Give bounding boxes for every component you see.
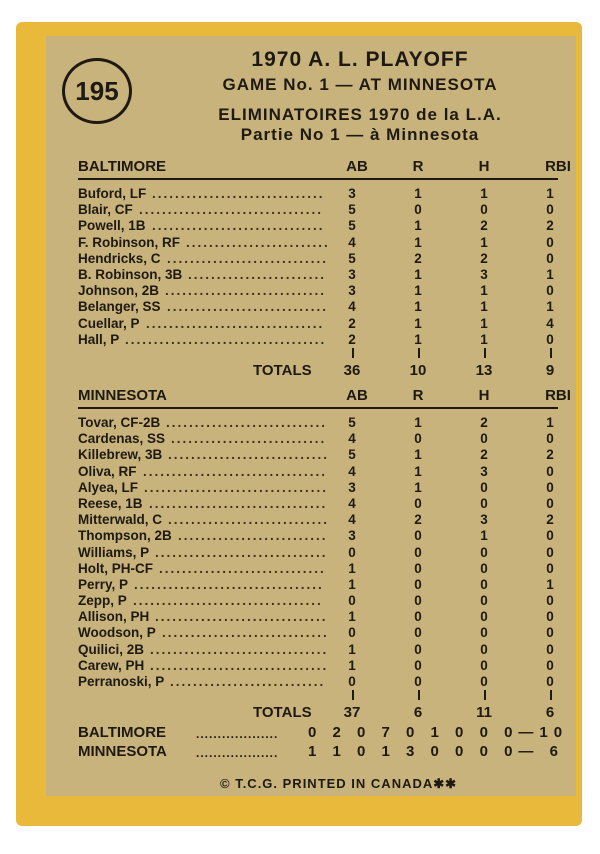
player-r: 2 xyxy=(414,250,422,266)
player-h: 0 xyxy=(480,641,488,657)
player-row xyxy=(78,593,558,609)
player-ab: 5 xyxy=(348,250,356,266)
player-ab: 4 xyxy=(348,512,356,528)
player-name: Oliva, RF xyxy=(78,463,137,479)
baltimore-totals xyxy=(78,358,558,382)
player-ab: 4 xyxy=(348,463,356,479)
player-r: 0 xyxy=(414,593,422,609)
player-row xyxy=(78,577,558,593)
player-ab: 3 xyxy=(348,479,356,495)
player-row xyxy=(78,561,558,577)
player-ab: 1 xyxy=(348,576,356,592)
total-rbi: 9 xyxy=(545,361,555,379)
player-h: 2 xyxy=(480,447,488,463)
title-french: ELIMINATOIRES 1970 de la L.A. xyxy=(218,105,502,124)
player-rbi: 0 xyxy=(546,544,554,560)
player-rbi: 0 xyxy=(546,674,554,689)
player-row xyxy=(78,528,558,544)
player-h: 0 xyxy=(480,674,488,689)
player-rbi: 0 xyxy=(546,560,554,576)
player-h: 0 xyxy=(480,657,488,673)
totals-label: TOTALS xyxy=(253,704,312,722)
player-name: Cuellar, P xyxy=(78,315,140,331)
player-row xyxy=(78,299,558,315)
totals-ticks xyxy=(78,348,558,358)
baltimore-box-score xyxy=(78,156,571,382)
player-h: 1 xyxy=(480,299,488,315)
player-rbi: 1 xyxy=(546,266,554,282)
leader-dots: .............................. xyxy=(152,218,325,234)
player-rbi: 0 xyxy=(546,528,554,544)
leader-dots: ........................ xyxy=(188,266,327,282)
player-row xyxy=(78,218,558,234)
col-ab: AB xyxy=(346,158,368,175)
leader-dots: ............................ xyxy=(165,283,327,299)
linescore-innings: 1 1 0 1 3 0 0 0 0— 6 xyxy=(308,743,564,760)
player-rbi: 0 xyxy=(546,234,554,250)
player-r: 1 xyxy=(414,463,422,479)
player-ab: 5 xyxy=(348,447,356,463)
col-h: H xyxy=(478,158,490,175)
player-r: 0 xyxy=(414,576,422,592)
player-name: Perranoski, P xyxy=(78,674,165,689)
total-ab: 36 xyxy=(343,361,361,379)
totals-ticks xyxy=(78,690,558,700)
player-name: B. Robinson, 3B xyxy=(78,266,183,282)
linescore-dots: ................... xyxy=(196,727,279,741)
col-h: H xyxy=(478,387,490,404)
player-h: 0 xyxy=(480,609,488,625)
subtitle: GAME No. 1 — AT MINNESOTA xyxy=(222,75,498,94)
col-r: R xyxy=(412,158,424,175)
player-rbi: 0 xyxy=(546,479,554,495)
title: 1970 A. L. PLAYOFF xyxy=(251,48,469,71)
player-r: 0 xyxy=(414,495,422,511)
player-ab: 5 xyxy=(348,202,356,218)
player-row xyxy=(78,674,558,690)
player-h: 0 xyxy=(480,625,488,641)
player-r: 1 xyxy=(414,447,422,463)
minnesota-header xyxy=(78,385,571,409)
player-rbi: 0 xyxy=(546,431,554,447)
player-ab: 0 xyxy=(348,674,356,689)
player-r: 0 xyxy=(414,431,422,447)
player-ab: 5 xyxy=(348,218,356,234)
player-row xyxy=(78,415,558,431)
leader-dots: ................................. xyxy=(133,593,323,609)
linescore-innings: 0 2 0 7 0 1 0 0 0—10 xyxy=(308,724,569,741)
player-name: Allison, PH xyxy=(78,609,150,625)
player-name: Powell, 1B xyxy=(78,218,146,234)
linescore-team: BALTIMORE xyxy=(78,724,167,741)
player-r: 1 xyxy=(414,299,422,315)
player-r: 0 xyxy=(414,544,422,560)
player-row xyxy=(78,625,558,641)
leader-dots: .............................. xyxy=(152,186,325,201)
team-name: MINNESOTA xyxy=(78,387,167,404)
leader-dots: ............................ xyxy=(167,250,329,266)
col-rbi: RBI xyxy=(545,387,571,404)
player-name: Perry, P xyxy=(78,576,129,592)
leader-dots: ............................... xyxy=(150,641,329,657)
leader-dots: ................................ xyxy=(143,463,328,479)
player-rbi: 0 xyxy=(546,641,554,657)
total-rbi: 6 xyxy=(545,704,555,722)
col-r: R xyxy=(412,387,424,404)
player-r: 1 xyxy=(414,331,422,347)
player-row xyxy=(78,332,558,348)
player-rbi: 2 xyxy=(546,218,554,234)
player-r: 1 xyxy=(414,479,422,495)
player-name: Hall, P xyxy=(78,331,120,347)
player-h: 3 xyxy=(480,266,488,282)
player-name: Alyea, LF xyxy=(78,479,139,495)
player-ab: 4 xyxy=(348,495,356,511)
player-name: Reese, 1B xyxy=(78,495,143,511)
player-r: 0 xyxy=(414,657,422,673)
player-rbi: 1 xyxy=(546,576,554,592)
player-h: 0 xyxy=(480,495,488,511)
player-name: F. Robinson, RF xyxy=(78,234,180,250)
player-rbi: 0 xyxy=(546,625,554,641)
player-name: Thompson, 2B xyxy=(78,528,172,544)
player-ab: 1 xyxy=(348,560,356,576)
player-row xyxy=(78,609,558,625)
player-row xyxy=(78,267,558,283)
leader-dots: ............................ xyxy=(168,512,330,528)
player-h: 2 xyxy=(480,415,488,430)
player-rbi: 0 xyxy=(546,609,554,625)
player-row xyxy=(78,186,558,202)
player-row xyxy=(78,464,558,480)
player-row xyxy=(78,283,558,299)
player-r: 0 xyxy=(414,674,422,689)
player-rbi: 0 xyxy=(546,495,554,511)
player-row xyxy=(78,447,558,463)
player-rbi: 1 xyxy=(546,299,554,315)
player-rbi: 4 xyxy=(546,315,554,331)
player-r: 1 xyxy=(414,266,422,282)
linescore-dots: ................... xyxy=(196,746,279,760)
player-h: 0 xyxy=(480,544,488,560)
player-ab: 2 xyxy=(348,315,356,331)
leader-dots: ............................ xyxy=(167,299,329,315)
leader-dots: ......................... xyxy=(186,234,330,250)
leader-dots: ............................... xyxy=(149,495,328,511)
player-r: 0 xyxy=(414,560,422,576)
player-rbi: 0 xyxy=(546,657,554,673)
leader-dots: ............................ xyxy=(168,447,330,463)
player-rbi: 0 xyxy=(546,463,554,479)
player-h: 0 xyxy=(480,202,488,218)
leader-dots: ................................ xyxy=(144,479,329,495)
player-row xyxy=(78,235,558,251)
player-r: 0 xyxy=(414,641,422,657)
player-rbi: 0 xyxy=(546,250,554,266)
player-r: 1 xyxy=(414,283,422,299)
col-ab: AB xyxy=(346,387,368,404)
total-h: 11 xyxy=(476,704,492,722)
player-row xyxy=(78,545,558,561)
player-row xyxy=(78,480,558,496)
player-name: Killebrew, 3B xyxy=(78,447,163,463)
player-name: Blair, CF xyxy=(78,202,133,218)
player-ab: 3 xyxy=(348,528,356,544)
player-name: Cardenas, SS xyxy=(78,431,166,447)
player-h: 1 xyxy=(480,234,488,250)
player-row xyxy=(78,316,558,332)
player-h: 1 xyxy=(480,186,488,201)
player-name: Carew, PH xyxy=(78,657,145,673)
leader-dots: ................................... xyxy=(125,331,327,347)
player-r: 2 xyxy=(414,512,422,528)
leader-dots: ............................... xyxy=(146,315,325,331)
minnesota-box-score xyxy=(78,385,571,724)
leader-dots: ........................... xyxy=(170,674,326,689)
player-rbi: 1 xyxy=(546,186,554,201)
player-name: Mitterwald, C xyxy=(78,512,163,528)
player-rbi: 0 xyxy=(546,283,554,299)
player-row xyxy=(78,431,558,447)
player-rbi: 0 xyxy=(546,593,554,609)
player-name: Quilici, 2B xyxy=(78,641,145,657)
player-ab: 1 xyxy=(348,657,356,673)
leader-dots: ................................ xyxy=(139,202,324,218)
player-r: 1 xyxy=(414,415,422,430)
player-row xyxy=(78,496,558,512)
player-h: 0 xyxy=(480,560,488,576)
leader-dots: ........................... xyxy=(171,431,327,447)
player-row xyxy=(78,251,558,267)
player-name: Buford, LF xyxy=(78,186,147,201)
leader-dots: ............................ xyxy=(166,415,328,430)
player-r: 0 xyxy=(414,625,422,641)
player-r: 1 xyxy=(414,218,422,234)
player-h: 0 xyxy=(480,431,488,447)
player-rbi: 0 xyxy=(546,202,554,218)
player-name: Belanger, SS xyxy=(78,299,161,315)
player-ab: 4 xyxy=(348,299,356,315)
player-ab: 4 xyxy=(348,431,356,447)
leader-dots: ................................. xyxy=(134,576,324,592)
player-name: Zepp, P xyxy=(78,593,127,609)
player-row xyxy=(78,512,558,528)
player-name: Tovar, CF-2B xyxy=(78,415,161,430)
player-r: 0 xyxy=(414,202,422,218)
team-name: BALTIMORE xyxy=(78,158,167,175)
player-r: 1 xyxy=(414,234,422,250)
player-r: 1 xyxy=(414,186,422,201)
leader-dots: ............................. xyxy=(159,560,326,576)
player-h: 3 xyxy=(480,463,488,479)
player-h: 1 xyxy=(480,315,488,331)
player-rbi: 1 xyxy=(546,415,554,430)
player-name: Williams, P xyxy=(78,544,150,560)
player-h: 0 xyxy=(480,593,488,609)
player-ab: 3 xyxy=(348,283,356,299)
leader-dots: ............................. xyxy=(162,625,329,641)
player-h: 1 xyxy=(480,528,488,544)
player-ab: 4 xyxy=(348,234,356,250)
player-name: Holt, PH-CF xyxy=(78,560,153,576)
linescore-team: MINNESOTA xyxy=(78,743,167,760)
player-ab: 5 xyxy=(348,415,356,430)
subtitle-french: Partie No 1 — à Minnesota xyxy=(240,125,480,144)
player-ab: 0 xyxy=(348,544,356,560)
total-h: 13 xyxy=(475,361,493,379)
player-h: 1 xyxy=(480,331,488,347)
player-rbi: 2 xyxy=(546,447,554,463)
player-ab: 2 xyxy=(348,331,356,347)
player-h: 1 xyxy=(480,283,488,299)
baltimore-header xyxy=(78,156,571,180)
player-ab: 3 xyxy=(348,266,356,282)
player-ab: 0 xyxy=(348,625,356,641)
player-h: 2 xyxy=(480,218,488,234)
leader-dots: .............................. xyxy=(155,544,328,560)
player-r: 0 xyxy=(414,528,422,544)
totals-label: TOTALS xyxy=(253,361,312,379)
player-row xyxy=(78,642,558,658)
player-rbi: 0 xyxy=(546,331,554,347)
player-h: 0 xyxy=(480,576,488,592)
card-number: 195 xyxy=(62,58,132,124)
minnesota-totals xyxy=(78,700,558,724)
player-ab: 1 xyxy=(348,609,356,625)
player-h: 2 xyxy=(480,250,488,266)
total-r: 10 xyxy=(409,361,427,379)
player-row xyxy=(78,202,558,218)
player-name: Hendricks, C xyxy=(78,250,161,266)
leader-dots: .......................... xyxy=(178,528,328,544)
player-r: 1 xyxy=(414,315,422,331)
player-name: Johnson, 2B xyxy=(78,283,160,299)
player-name: Woodson, P xyxy=(78,625,156,641)
col-rbi: RBI xyxy=(545,158,571,175)
copyright-footer: © T.C.G. PRINTED IN CANADA✱✱ xyxy=(220,776,458,791)
player-ab: 3 xyxy=(348,186,356,201)
player-h: 3 xyxy=(480,512,488,528)
player-h: 0 xyxy=(480,479,488,495)
total-r: 6 xyxy=(413,704,423,722)
total-ab: 37 xyxy=(343,704,361,722)
player-row xyxy=(78,658,558,674)
player-ab: 0 xyxy=(348,593,356,609)
player-ab: 1 xyxy=(348,641,356,657)
leader-dots: ............................... xyxy=(150,657,329,673)
leader-dots: .............................. xyxy=(155,609,328,625)
player-r: 0 xyxy=(414,609,422,625)
player-rbi: 2 xyxy=(546,512,554,528)
